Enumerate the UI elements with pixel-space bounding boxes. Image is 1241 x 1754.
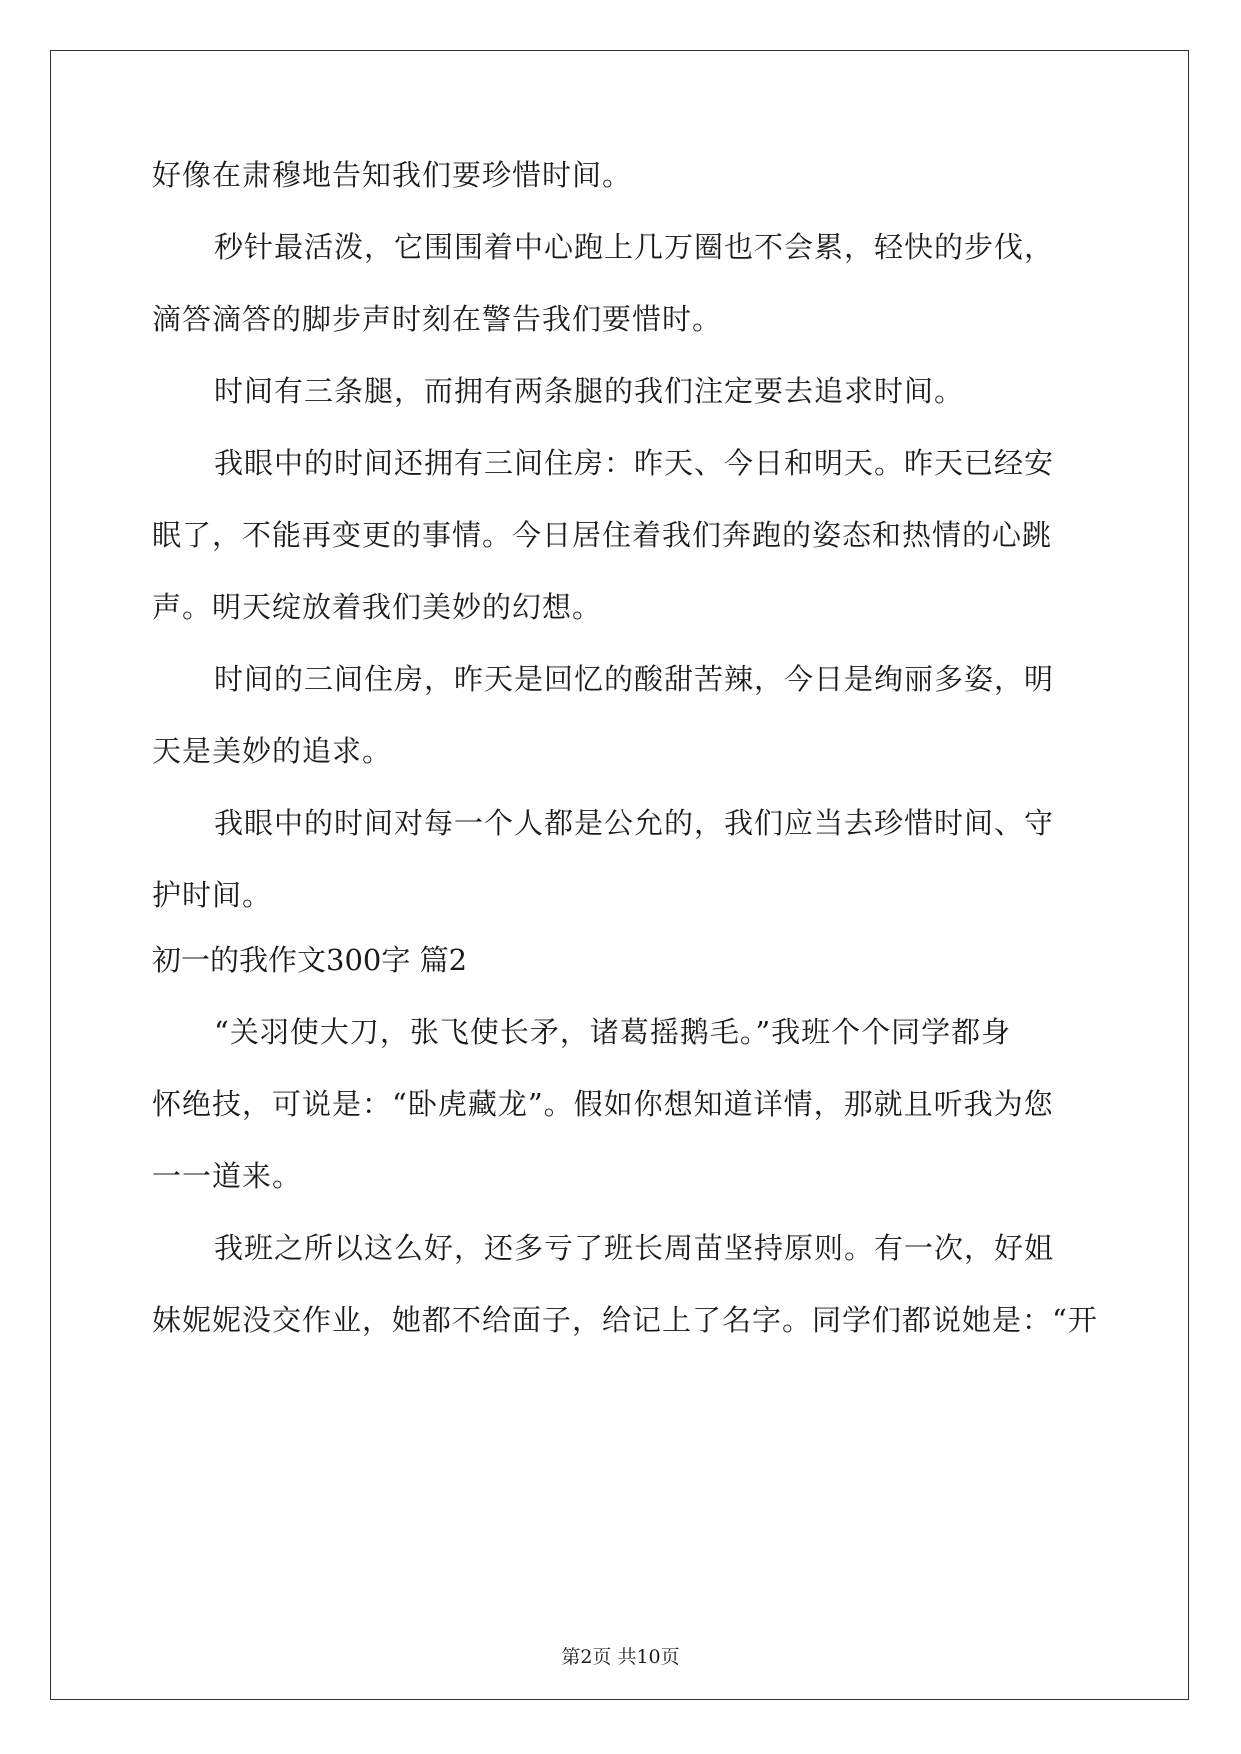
- text-line: 声。明天绽放着我们美妙的幻想。: [152, 590, 603, 624]
- text-line: 时间的三间住房，昨天是回忆的酸甜苦辣，今日是绚丽多姿，明: [214, 662, 1055, 696]
- page-border: [50, 50, 1189, 1700]
- page-number-footer: 第2页 共10页: [561, 1646, 680, 1668]
- text-line: 好像在肃穆地告知我们要珍惜时间。: [152, 158, 633, 192]
- text-line: 时间有三条腿，而拥有两条腿的我们注定要去追求时间。: [214, 374, 965, 408]
- text-line: 眠了，不能再变更的事情。今日居住着我们奔跑的姿态和热情的心跳: [152, 518, 1053, 552]
- text-line: 护时间。: [152, 878, 273, 912]
- text-line: 滴答滴答的脚步声时刻在警告我们要惜时。: [152, 302, 723, 336]
- text-line: 怀绝技，可说是：“卧虎藏龙”。假如你想知道详情，那就且听我为您: [152, 1087, 1054, 1121]
- section-heading: 初一的我作文300字 篇2: [152, 943, 468, 977]
- text-line: 我班之所以这么好，还多亏了班长周苗坚持原则。有一次，好姐: [214, 1231, 1055, 1265]
- text-line: 秒针最活泼，它围围着中心跑上几万圈也不会累，轻快的步伐，: [214, 230, 1055, 264]
- text-line: 天是美妙的追求。: [152, 734, 393, 768]
- text-line: 我眼中的时间对每一个人都是公允的，我们应当去珍惜时间、守: [214, 806, 1055, 840]
- text-line: “关羽使大刀，张飞使长矛，诸葛摇鹅毛。”我班个个同学都身: [214, 1015, 1012, 1049]
- text-line: 我眼中的时间还拥有三间住房：昨天、今日和明天。昨天已经安: [214, 446, 1055, 480]
- text-line: 妹妮妮没交作业，她都不给面子，给记上了名字。同学们都说她是：“开: [152, 1303, 1098, 1337]
- text-line: 一一道来。: [152, 1159, 303, 1193]
